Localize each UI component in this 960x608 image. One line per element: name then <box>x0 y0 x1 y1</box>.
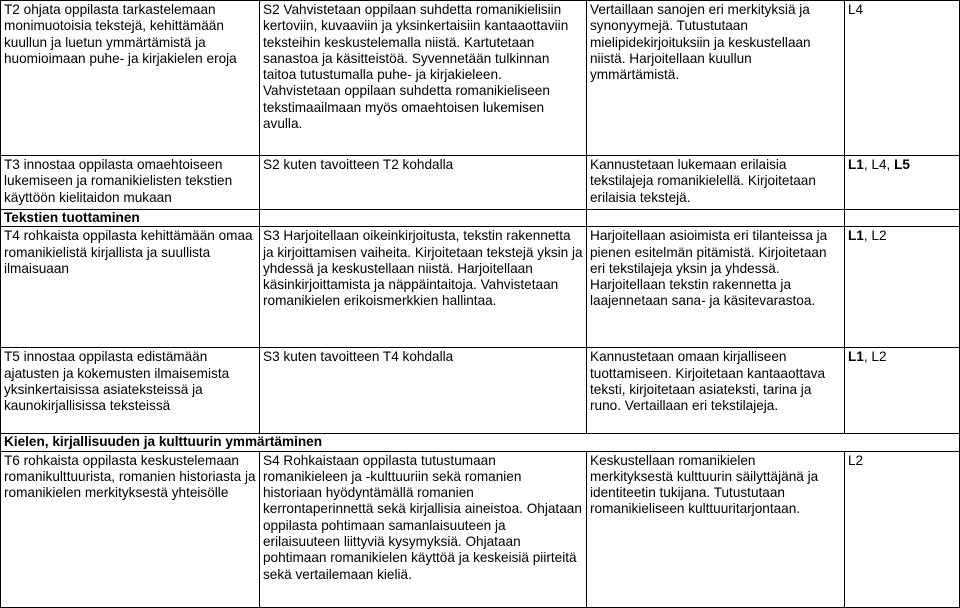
empty-cell <box>845 210 960 227</box>
section-heading: Kielen, kirjallisuuden ja kulttuurin ymmärtäminen <box>1 434 960 451</box>
goal-cell: T2 ohjata oppilasta tarkastelemaan monimuotoisia tekstejä, kehittämään kuullun ja luetun ymmärtämistä ja huomioimaan puhe- ja kirjakielen eroja <box>1 1 260 156</box>
criteria-cell: Harjoitellaan asioimista eri tilanteissa ja pienen esitelmän pitämistä. Kirjoitetaan eri tekstilajeja yksin ja yhdessä. Harjoitellaan tekstin rakennetta ja laajennetaan sana- ja käsitevarastoa. <box>587 227 845 348</box>
criteria-cell: Vertaillaan sanojen eri merkityksiä ja synonyymejä. Tutustutaan mielipidekirjoituksiin ja keskustellaan niistä. Harjoitellaan kuullun ymmärtämistä. <box>587 1 845 156</box>
section-heading: Tekstien tuottaminen <box>1 210 260 227</box>
section-row <box>1 210 960 227</box>
criteria-cell: Kannustetaan lukemaan erilaisia tekstilajeja romanikielellä. Kirjoitetaan erilaisia tekstejä. <box>587 156 845 210</box>
goal-cell: T4 rohkaista oppilasta kehittämään omaa romanikielistä kirjallista ja suullista ilmaisuaan <box>1 227 260 348</box>
area-code: , L4, <box>863 157 895 172</box>
content-cell: S2 Vahvistetaan oppilaan suhdetta romanikielisiin kertoviin, kuvaaviin ja yksinkertaisiin kantaaottaviin teksteihin keskustelemalla niistä. Kartutetaan sanastoa ja käsitteistöä. Syvennetään tulkinnan taitoa tutustumalla puhe- ja kirjakieleen. Vahvistetaan oppilaan suhdetta romanikieliseen tekstimaailmaan myös omaehtoisen lukemisen avulla. <box>260 1 587 156</box>
area-code: L1 <box>848 157 864 172</box>
goal-cell: T6 rohkaista oppilasta keskustelemaan romanikulttuurista, romanien historiasta ja romanikielen merkityksestä yhteisölle <box>1 451 260 607</box>
content-cell: S2 kuten tavoitteen T2 kohdalla <box>260 156 587 210</box>
table-row <box>1 227 960 348</box>
area-code: , L2 <box>863 228 887 244</box>
table-row <box>1 156 960 210</box>
empty-cell <box>260 210 587 227</box>
area-code: L5 <box>894 157 910 172</box>
areas-cell <box>845 348 960 434</box>
section-row <box>1 434 960 451</box>
area-code: L1 <box>848 228 864 244</box>
table-row <box>1 451 960 607</box>
area-code: , L2 <box>863 349 887 365</box>
areas-cell: L2 <box>845 451 960 607</box>
content-cell: S3 Harjoitellaan oikeinkirjoitusta, tekstin rakennetta ja kirjoittamisen vaiheita. Kirjoitetaan tekstejä yksin ja yhdessä ja keskustellaan niistä. Harjoitellaan käsinkirjoittamista ja näppäintaitoja. Vahvistetaan romanikielen erikoismerkkien hallintaa. <box>260 227 587 348</box>
content-cell: S4 Rohkaistaan oppilasta tutustumaan romanikieleen ja -kulttuuriin sekä romanien historiaan hyödyntämällä romanien kerrontaperinnettä sekä kirjallisia aineistoa. Ohjataan oppilasta pohtimaan samanlaisuuteen ja erilaisuuteen liittyviä kysymyksiä. Ohjataan pohtimaan romanikielen käyttöä ja keskeisiä piirteitä sekä vertailemaan kieliä. <box>260 451 587 607</box>
content-cell: S3 kuten tavoitteen T4 kohdalla <box>260 348 587 434</box>
empty-cell <box>587 210 845 227</box>
area-code: L1 <box>848 349 864 365</box>
areas-cell <box>845 227 960 348</box>
areas-cell: L4 <box>845 1 960 156</box>
criteria-cell: Keskustellaan romanikielen merkityksestä kulttuurin säilyttäjänä ja identiteetin tukijana. Tutustutaan romanikieliseen kulttuuritarjontaan. <box>587 451 845 607</box>
criteria-cell: Kannustetaan omaan kirjalliseen tuottamiseen. Kirjoitetaan kantaaottava teksti, kirjoitetaan asiateksti, tarina ja runo. Vertaillaan eri tekstilajeja. <box>587 348 845 434</box>
table-row <box>1 348 960 434</box>
table-row <box>1 1 960 156</box>
goal-cell: T3 innostaa oppilasta omaehtoiseen lukemiseen ja romanikielisten tekstien käyttöön kielitaidon mukaan <box>1 156 260 210</box>
goal-cell: T5 innostaa oppilasta edistämään ajatusten ja kokemusten ilmaisemista yksinkertaisissa asiateksteissä ja kaunokirjallisissa teksteissä <box>1 348 260 434</box>
areas-cell <box>845 156 960 210</box>
